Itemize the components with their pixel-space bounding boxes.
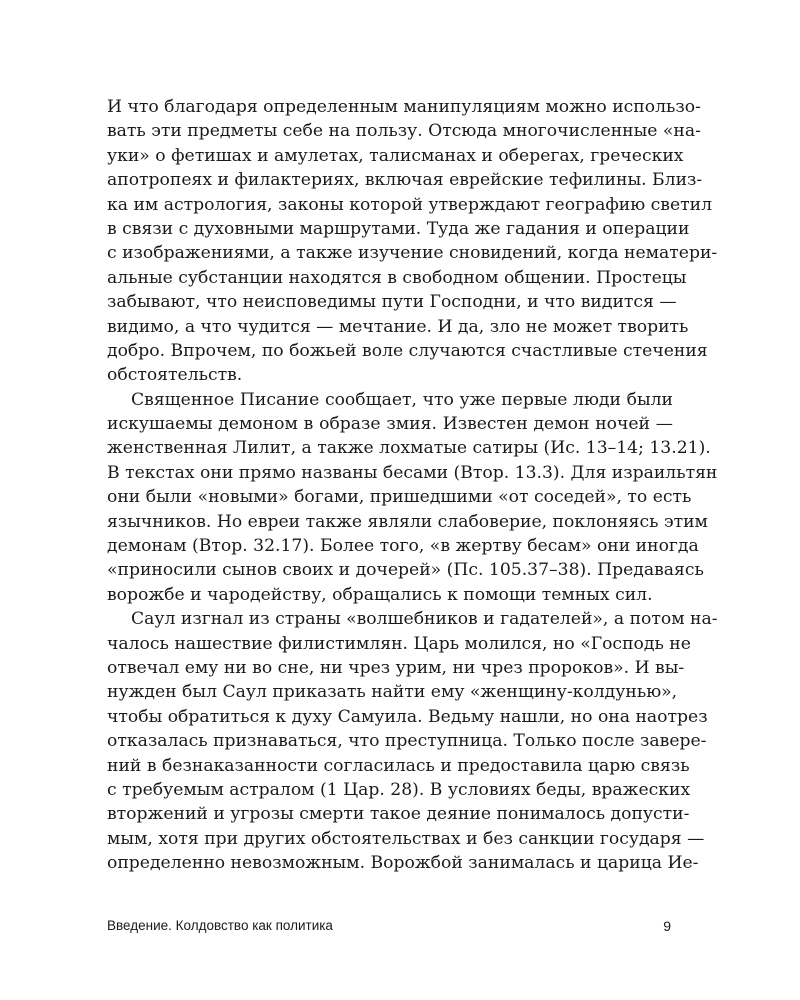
text-line: отвечал ему ни во сне, ни чрез урим, ни чрез пророков». И вы- — [107, 657, 685, 678]
text-line: «приносили сынов своих и дочерей» (Пс. 105.37–38). Предаваясь — [107, 560, 704, 581]
page-body-text — [107, 95, 718, 876]
text-line: женственная Лилит, а также лохматые сатиры (Ис. 13–14; 13.21). — [107, 438, 711, 459]
text-line: они были «новыми» богами, пришедшими «от соседей», то есть — [107, 487, 692, 508]
running-footer-title: Введение. Колдовство как политика — [107, 918, 333, 933]
text-line: вторжений и угрозы смерти такое деяние понималось допусти- — [107, 804, 690, 825]
page-number: 9 — [663, 918, 671, 934]
text-line: апотропеях и филактериях, включая еврейские тефилины. Близ- — [107, 170, 703, 191]
page-footer — [107, 918, 673, 940]
text-line: чалось нашествие филистимлян. Царь молился, но «Господь не — [107, 633, 691, 654]
text-line: вать эти предметы себе на пользу. Отсюда многочисленные «на- — [107, 121, 701, 142]
text-line: язычников. Но евреи также являли слабоверие, поклоняясь этим — [107, 511, 708, 532]
text-line: альные субстанции находятся в свободном общении. Простецы — [107, 267, 687, 288]
text-line: с требуемым астралом (1 Цар. 28). В условиях беды, вражеских — [107, 779, 691, 800]
text-line: И что благодаря определенным манипуляциям можно использо- — [107, 97, 701, 117]
text-line: обстоятельств. — [107, 365, 243, 386]
text-line: Священное Писание сообщает, что уже первые люди были — [131, 389, 673, 410]
text-line: В текстах они прямо названы бесами (Втор. 13.3). Для израильтян — [107, 462, 718, 483]
text-line: видимо, а что чудится — мечтание. И да, зло не может творить — [107, 316, 689, 337]
text-line: мым, хотя при других обстоятельствах и без санкции государя — — [107, 828, 705, 849]
paragraph — [107, 388, 718, 608]
text-line: отказалась признаваться, что преступница. Только после завере- — [107, 731, 707, 752]
text-line: искушаемы демоном в образе змия. Известен демон ночей — — [107, 414, 673, 435]
paragraph — [107, 607, 718, 875]
text-line: с изображениями, а также изучение сновидений, когда нематери- — [107, 243, 718, 264]
text-line: добро. Впрочем, по божьей воле случаются счастливые стечения — [107, 340, 708, 361]
text-line: в связи с духовными маршрутами. Туда же гадания и операции — [107, 218, 690, 239]
text-line: ворожбе и чародейству, обращались к помощи темных сил. — [107, 584, 653, 605]
text-line: Саул изгнал из страны «волшебников и гадателей», а потом на- — [131, 609, 718, 630]
text-line: ний в безнаказанности согласилась и предоставила царю связь — [107, 755, 690, 776]
text-line: ка им астрология, законы которой утверждают географию светил — [107, 194, 713, 215]
text-line: нужден был Саул приказать найти ему «женщину-колдунью», — [107, 682, 678, 703]
text-line: чтобы обратиться к духу Самуила. Ведьму нашли, но она наотрез — [107, 706, 708, 727]
paragraph — [107, 95, 718, 388]
text-line: определенно невозможным. Ворожбой занималась и царица Ие- — [107, 853, 699, 874]
text-line: забывают, что неисповедимы пути Господни, и что видится — — [107, 292, 677, 313]
text-line: демонам (Втор. 32.17). Более того, «в жертву бесам» они иногда — [107, 536, 699, 557]
text-line: уки» о фетишах и амулетах, талисманах и оберегах, греческих — [107, 145, 684, 166]
